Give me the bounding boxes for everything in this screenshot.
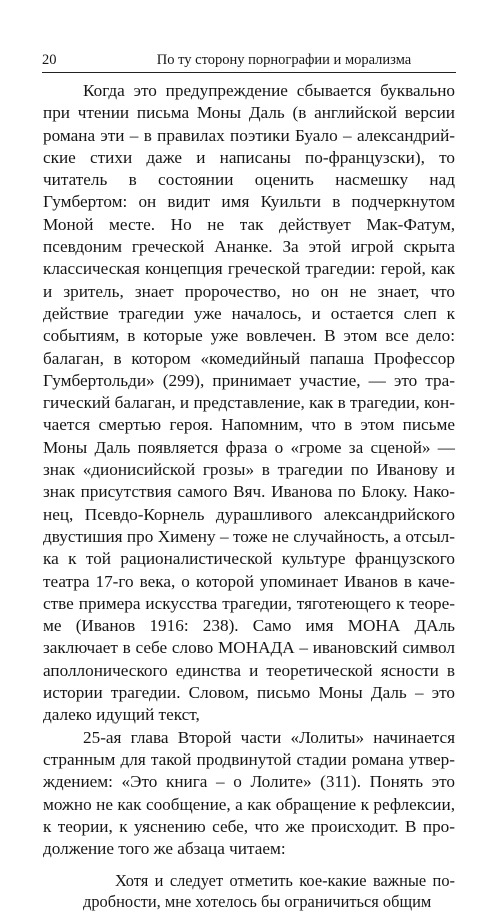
block-quote: Хотя и следует отметить кое-какие важные подробности, мне хотелось бы ограничиться общим	[83, 871, 455, 912]
page-number: 20	[42, 52, 57, 68]
main-text	[43, 80, 455, 912]
running-title: По ту сторону порнографии и морализма	[156, 52, 412, 68]
paragraph-1: Когда это предупреждение сбывается буквально при чтении письма Моны Даль (в английской версии романа эти – в правилах поэтики Буало – александрийские стихи даже и написаны по-французски), то читатель в состоянии оценить насмешку над Гумбертом: он видит имя Куильти в подчеркнутом Моной месте. Но не так действует Мак-Фатум, псевдоним греческой Ананке. За этой игрой скрыта классическая концепция греческой трагедии: герой, как и зритель, знает пророчество, но он не знает, что действие трагедии уже началось, и остается слеп к событиям, в которые уже вовлечен. В этом все дело: балаган, в котором «комедийный папаша Профессор Гумбертольди» (299), принимает участие, — это трагический балаган, и представление, как в трагедии, кончается смертью героя. Напомним, что в этом письме Моны Даль появляется фраза о «громе за сценой» — знак «дионисийской грозы» в трагедии по Иванову и знак присутствия самого Вяч. Иванова по Блоку. Наконец, Псевдо-Корнель дурашливого александрийского двустишия про Химену – тоже не случайность, а отсылка к той рационалистической культуре французского театра 17-го века, о которой упоминает Иванов в качестве примера искусства трагедии, тяготеющего к теореме (Иванов 1916: 238). Само имя МОНА ДАль заключает в себе слово МОНАДА – ивановский символ аполлонического единства и теоретической ясности в истории трагедии. Словом, письмо Моны Даль – это далеко идущий текст,	[43, 81, 455, 725]
paragraph-2: 25-ая глава Второй части «Лолиты» начинается странным для такой продвинутой стадии романа утверждением: «Это книга – о Лолите» (311). Понять это можно не как сообщение, а как обращение к рефлексии, к теории, к уяснению себе, что же происходит. В продолжение того же абзаца читаем:	[43, 727, 455, 859]
running-header	[42, 50, 456, 73]
